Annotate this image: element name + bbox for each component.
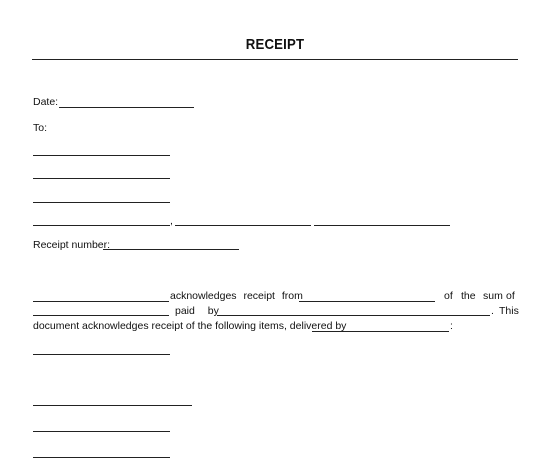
item-line-4[interactable] (33, 457, 170, 458)
address-field-1[interactable] (33, 225, 170, 226)
recipient-line-1[interactable] (33, 155, 170, 156)
item-line-2[interactable] (33, 405, 192, 406)
this-text: This (499, 305, 519, 317)
receipt-number-field[interactable] (103, 249, 239, 250)
sum-text: sum (483, 290, 503, 302)
receipt-number-label: Receipt number: (33, 239, 111, 251)
amount-field[interactable] (33, 315, 169, 316)
paid-by-text: paid by (175, 305, 219, 317)
acknowledges-text: acknowledges receipt from (170, 290, 303, 302)
paid-by-field[interactable] (217, 315, 490, 316)
colon-text: : (450, 320, 453, 332)
item-line-1[interactable] (33, 354, 170, 355)
title-divider (32, 59, 518, 60)
address-separator: , (170, 215, 173, 227)
address-field-3[interactable] (314, 225, 450, 226)
item-line-3[interactable] (33, 431, 170, 432)
delivered-by-field[interactable] (312, 331, 449, 332)
address-field-2[interactable] (175, 225, 311, 226)
payer-field[interactable] (299, 301, 435, 302)
document-line-text: document acknowledges receipt of the following items, delivered by (33, 320, 347, 332)
recipient-line-3[interactable] (33, 202, 170, 203)
the-text: the (461, 290, 476, 302)
of2-text: of (506, 290, 515, 302)
receipt-title: RECEIPT (245, 36, 305, 53)
period-text: . (491, 305, 494, 317)
payee-field[interactable] (33, 301, 169, 302)
recipient-line-2[interactable] (33, 178, 170, 179)
date-label: Date: (33, 96, 59, 108)
of-text: of (444, 290, 453, 302)
date-field[interactable] (59, 107, 194, 108)
to-label: To: (33, 122, 48, 134)
